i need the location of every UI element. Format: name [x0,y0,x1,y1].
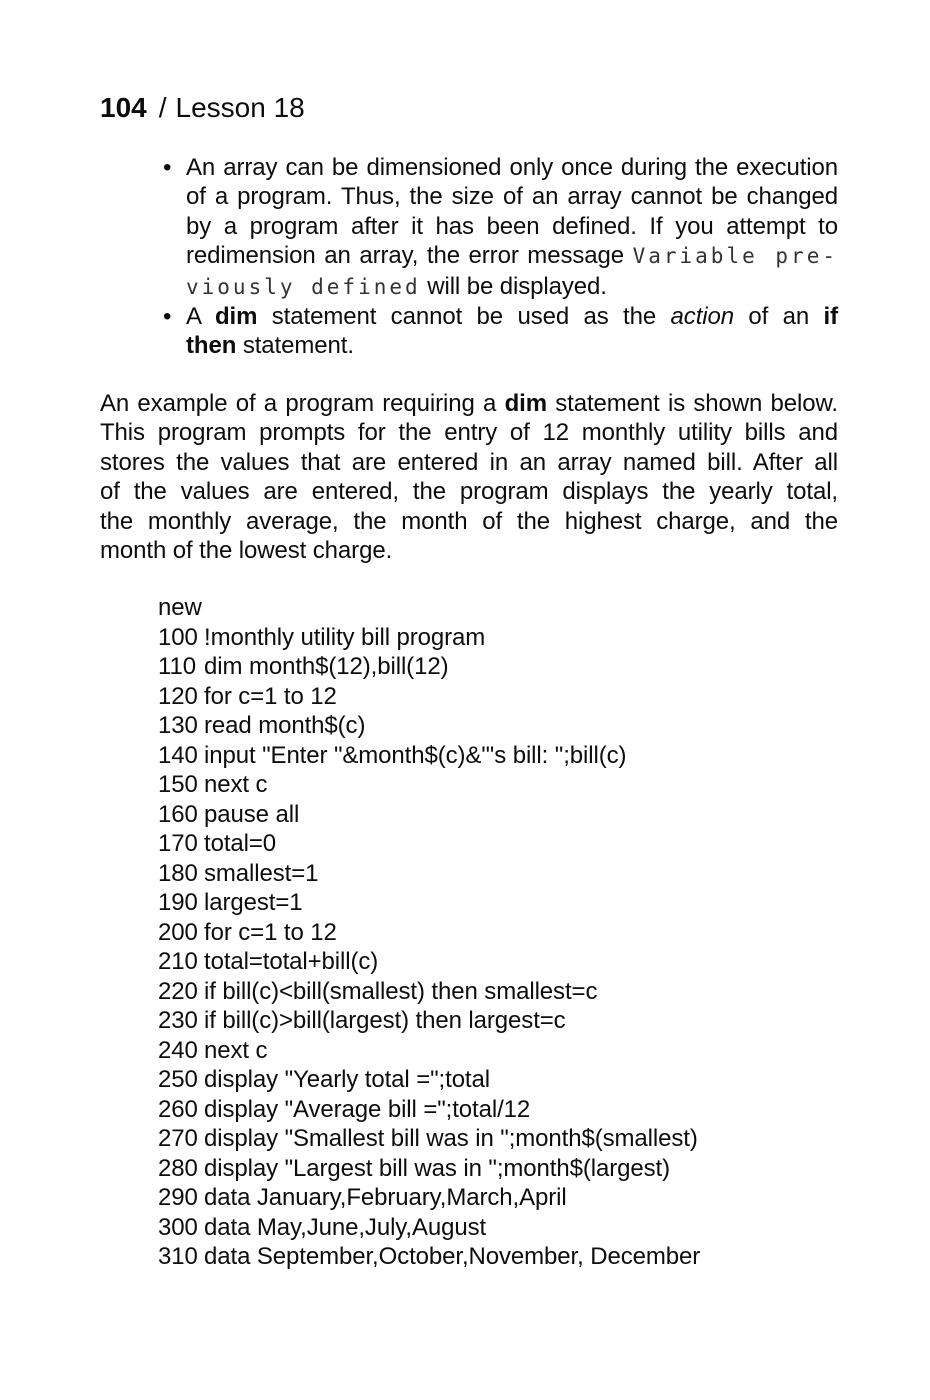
code-line-text: data September,October,November, December [204,1243,701,1270]
text-line [186,241,838,271]
text-segment: the monthly average, the month of the highest charge, and the [100,507,838,535]
code-line-number: 220 [158,977,198,1005]
code-line-number: 300 [158,1213,198,1241]
code-line-number: 180 [158,859,198,887]
code-line [158,682,700,712]
code-line [158,623,700,653]
bullet-icon: • [163,303,172,331]
code-line-text: largest=1 [204,889,303,916]
code-line [158,593,700,623]
text-segment: statement. [236,332,354,360]
code-line-text: if bill(c)>bill(largest) then largest=c [204,1007,566,1034]
text-segment: by a program after it has been defined. If you attempt to [186,212,838,240]
code-line-text: dim month$(12),bill(12) [204,653,449,680]
text-line [100,477,838,506]
code-line-number: 230 [158,1007,198,1034]
code-line-number: 150 [158,771,198,798]
text-segment: of an [734,303,824,331]
text-line [186,331,838,360]
code-line [158,711,700,741]
code-line-number: 200 [158,918,198,946]
text-segment: This program prompts for the entry of 12 monthly utility bills and [100,419,838,447]
code-line-number: 140 [158,741,198,769]
text-line [186,272,838,302]
code-line [158,859,700,889]
code-line-number: 270 [158,1125,198,1152]
text-segment: An example of a program requiring a [100,390,505,417]
text-segment: of the values are entered, the program displays the yearly total, [100,478,838,506]
lesson-title: Lesson 18 [175,92,305,123]
text-segment: redimension an array, the error message [186,242,633,270]
bullet-list [163,153,838,361]
text-segment: will be displayed. [420,272,607,300]
code-line-text: if bill(c)<bill(smallest) then smallest=c [204,977,598,1005]
code-line [158,1183,700,1213]
page-header [100,92,305,124]
code-line-text: display "Yearly total =";total [204,1066,490,1093]
code-line [158,947,700,977]
code-line-number: 280 [158,1154,198,1182]
code-line [158,829,700,859]
text-line [186,212,838,241]
text-line [100,389,838,418]
text-segment: action [670,303,734,331]
code-line-text: pause all [204,800,300,828]
text-line [186,182,838,211]
text-line [100,507,838,536]
text-segment: then [186,332,237,360]
code-line-number: 100 [158,623,198,651]
code-line-number: 210 [158,948,198,975]
code-line-number: 190 [158,889,198,916]
code-line [158,1095,700,1125]
code-line [158,918,700,948]
code-line-number: new [158,594,202,621]
text-line [100,448,838,477]
error-message-text: viously defined [186,274,421,299]
code-line [158,800,700,830]
text-segment: stores the values that are entered in an array named bill. After all [100,448,838,476]
code-line-text: data January,February,March,April [204,1184,567,1211]
code-line-text: display "Average bill =";total/12 [204,1095,531,1123]
code-listing [158,593,700,1272]
code-line [158,888,700,918]
bullet-icon: • [163,154,172,181]
code-line [158,1036,700,1066]
error-message-text: Variable pre- [632,244,838,269]
code-line-text: smallest=1 [204,859,319,887]
code-line-number: 120 [158,682,198,710]
text-segment: dim [215,303,258,331]
bullet-item [163,153,838,302]
code-line-text: !monthly utility bill program [204,623,486,651]
text-segment: statement is shown below. [546,390,838,417]
code-line [158,652,700,682]
code-line [158,1065,700,1095]
bullet-item [163,302,838,361]
code-line-number: 240 [158,1036,198,1064]
code-line [158,770,700,800]
text-segment: dim [504,390,547,417]
code-line-number: 160 [158,800,198,828]
page-number: 104 [100,92,147,123]
text-segment: An array can be dimensioned only once during the execution [186,154,838,181]
code-line-number: 170 [158,830,198,857]
text-line [186,302,838,331]
text-segment: if [823,303,839,331]
code-line-text: display "Smallest bill was in ";month$(smallest) [204,1125,698,1152]
code-line [158,1213,700,1243]
intro-paragraph [100,389,838,565]
text-segment: statement cannot be used as the [257,303,671,331]
text-segment: month of the lowest charge. [100,537,393,565]
code-line [158,1154,700,1184]
code-line-number: 310 [158,1243,198,1270]
code-line-number: 250 [158,1066,198,1093]
code-line-text: next c [204,1036,268,1064]
code-line-text: for c=1 to 12 [204,682,337,710]
code-line [158,1124,700,1154]
text-line [100,536,838,565]
code-line-number: 130 [158,712,198,739]
code-line-number: 110 [158,653,196,680]
code-line [158,1006,700,1036]
code-line-text: display "Largest bill was in ";month$(largest) [204,1154,670,1182]
code-line-text: for c=1 to 12 [204,918,337,946]
code-line-text: next c [204,771,268,798]
code-line [158,741,700,771]
code-line [158,977,700,1007]
text-line [186,153,838,182]
text-segment: of a program. Thus, the size of an array cannot be changed [186,183,838,211]
code-line-number: 290 [158,1184,198,1211]
text-segment: A [186,303,215,331]
code-line-number: 260 [158,1095,198,1123]
code-line-text: data May,June,July,August [204,1213,487,1241]
code-line [158,1242,700,1272]
code-line-text: total=0 [204,830,277,857]
code-line-text: total=total+bill(c) [204,948,379,975]
header-separator: / [158,92,167,123]
code-line-text: input "Enter "&month$(c)&"'s bill: ";bill(c) [204,741,627,769]
code-line-text: read month$(c) [204,712,366,739]
text-line [100,418,838,447]
